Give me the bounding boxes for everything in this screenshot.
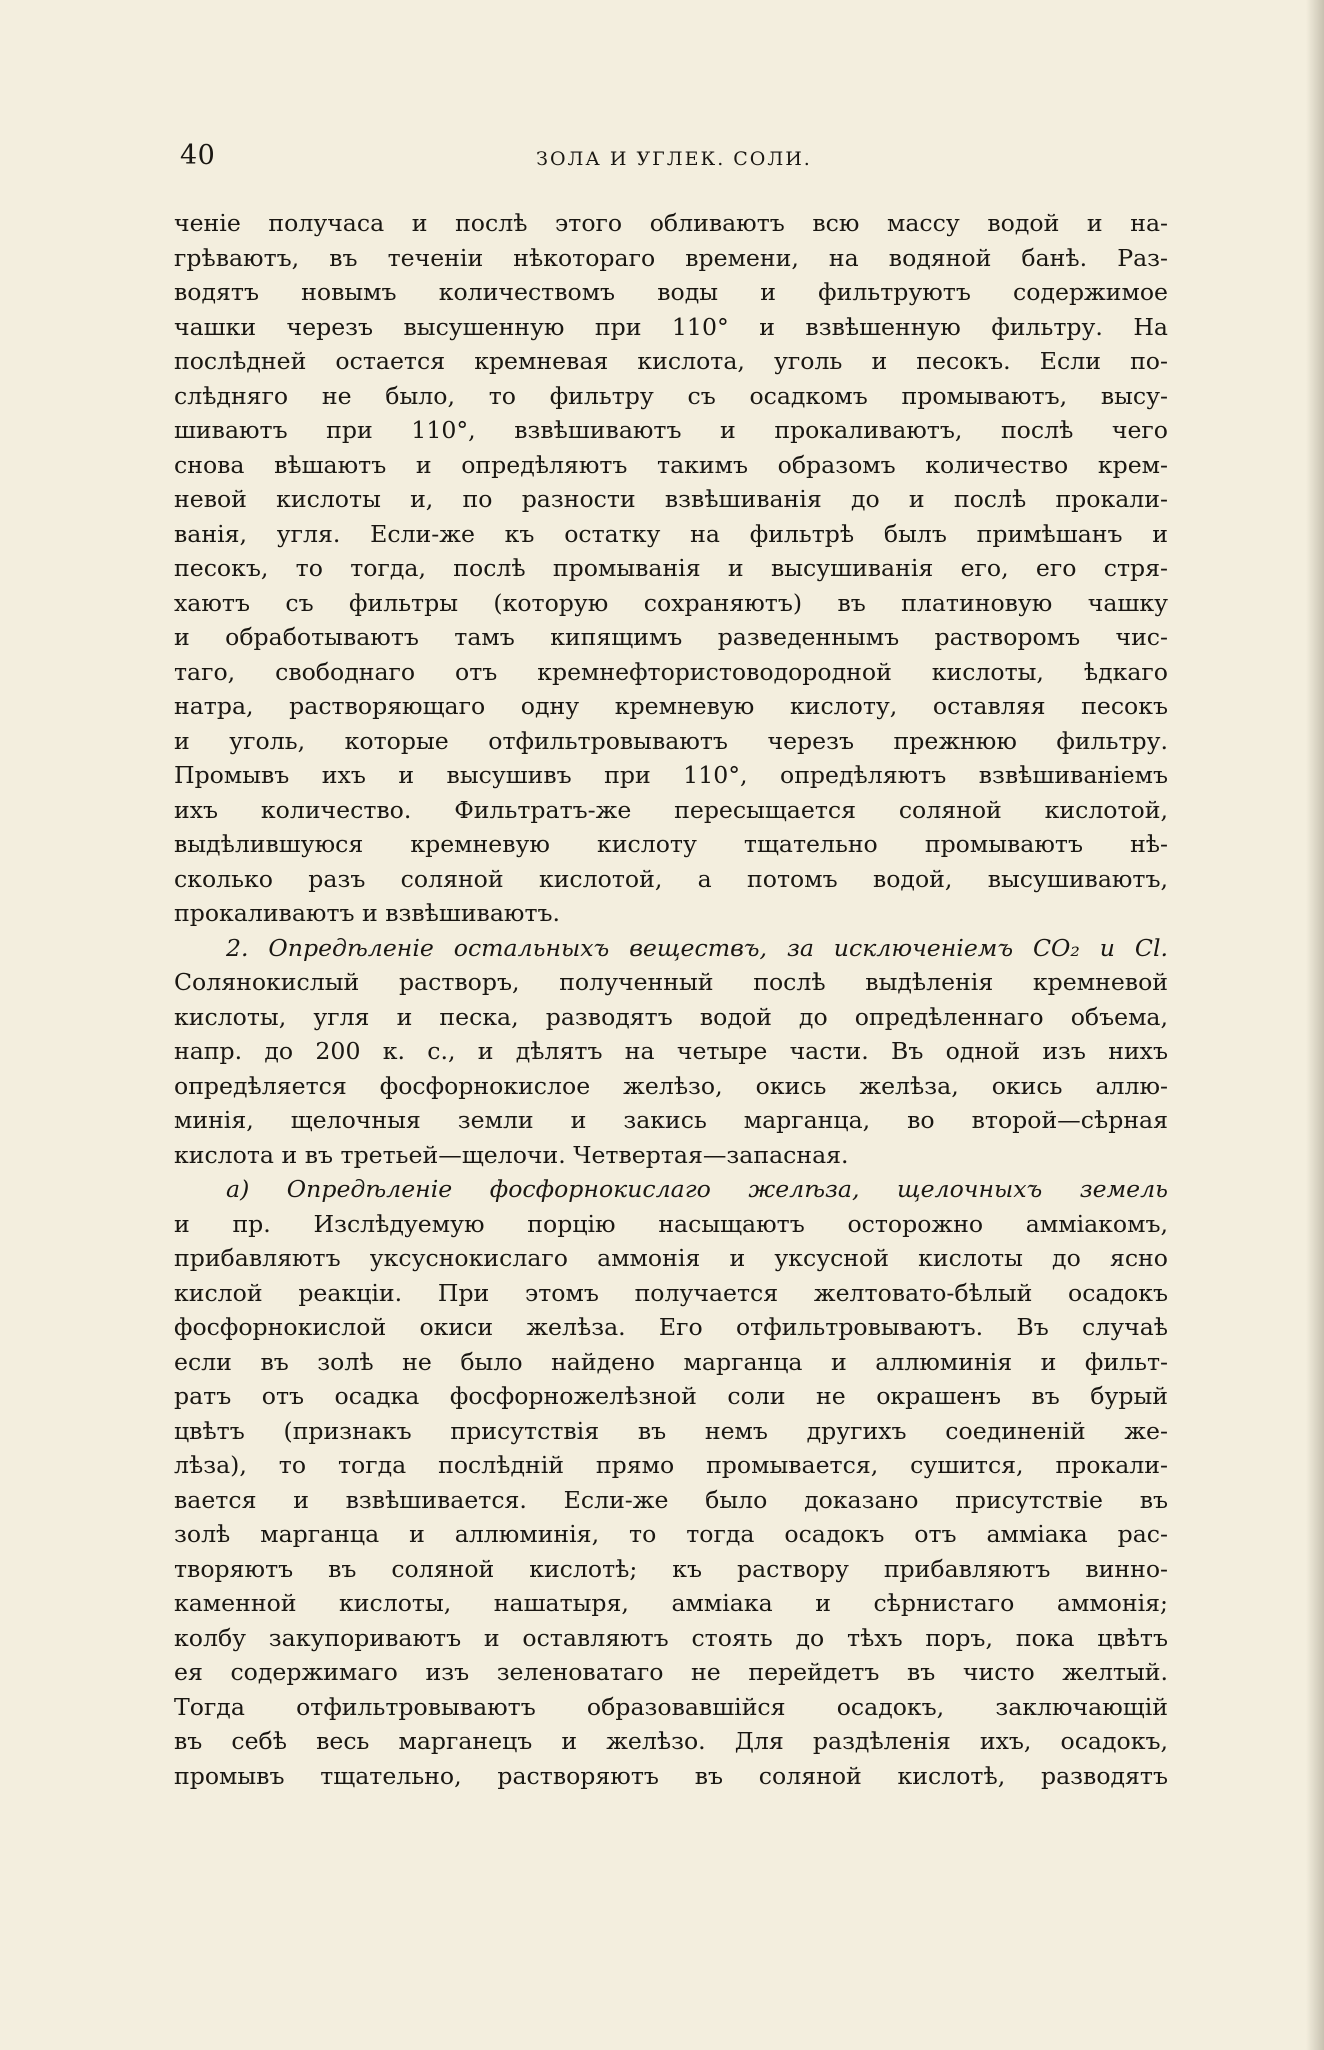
text-line: лѣза), то тогда послѣдній прямо промывается, сушится, прокали- bbox=[174, 1451, 1168, 1479]
text-line: слѣдняго не было, то фильтру съ осадкомъ промываютъ, высу- bbox=[174, 381, 1168, 410]
body-text bbox=[174, 206, 1168, 1793]
text-line: грѣваютъ, въ теченіи нѣкотораго времени, на водяной банѣ. Раз- bbox=[174, 243, 1168, 272]
text-line: золѣ марганца и аллюминія, то тогда осадокъ отъ амміака рас- bbox=[174, 1520, 1168, 1548]
text-line: кислота и въ третьей—щелочи. Четвертая—запасная. bbox=[174, 1140, 849, 1169]
page-number: 40 bbox=[180, 140, 216, 171]
text-line: ванія, угля. Если-же къ остатку на фильтрѣ былъ примѣшанъ и bbox=[174, 519, 1168, 548]
text-line: сколько разъ соляной кислотой, а потомъ водой, высушиваютъ, bbox=[174, 864, 1168, 893]
text-line: ратъ отъ осадка фосфорножелѣзной соли не окрашенъ въ бурый bbox=[174, 1382, 1168, 1410]
text-line: ихъ количество. Фильтратъ-же пересыщается соляной кислотой, bbox=[174, 795, 1168, 824]
text-line: прокаливаютъ и взвѣшиваютъ. bbox=[174, 899, 561, 927]
text-line: вается и взвѣшивается. Если-же было доказано присутствіе въ bbox=[174, 1485, 1168, 1514]
text-line: творяютъ въ соляной кислотѣ; къ раствору прибавляютъ винно- bbox=[174, 1554, 1168, 1583]
text-line: песокъ, то тогда, послѣ промыванія и высушиванія его, его стря- bbox=[174, 554, 1168, 582]
text-line: шиваютъ при 110°, взвѣшиваютъ и прокаливаютъ, послѣ чего bbox=[174, 416, 1168, 444]
text-line: водятъ новымъ количествомъ воды и фильтруютъ содержимое bbox=[174, 278, 1168, 306]
text-line: каменной кислоты, нашатыря, амміака и сѣрнистаго аммонія; bbox=[174, 1589, 1168, 1617]
text-line: фосфорнокислой окиси желѣза. Его отфильтровываютъ. Въ случаѣ bbox=[174, 1313, 1168, 1341]
text-line: снова вѣшаютъ и опредѣляютъ такимъ образомъ количество крем- bbox=[174, 450, 1168, 479]
text-line: Тогда отфильтровываютъ образовавшійся осадокъ, заключающій bbox=[174, 1692, 1168, 1721]
text-line: цвѣтъ (признакъ присутствія въ немъ другихъ соединеній же- bbox=[174, 1416, 1168, 1445]
text-line: Солянокислый растворъ, полученный послѣ выдѣленія кремневой bbox=[174, 968, 1168, 996]
text-line: и пр. Изслѣдуемую порцію насыщаютъ осторожно амміакомъ, bbox=[174, 1209, 1168, 1238]
section-heading-line: 2. Опредѣленіе остальныхъ веществъ, за исключеніемъ CO₂ и Cl. bbox=[226, 933, 1168, 962]
text-line: невой кислоты и, по разности взвѣшиванія до и послѣ прокали- bbox=[174, 485, 1168, 513]
text-line: и обработываютъ тамъ кипящимъ разведеннымъ растворомъ чис- bbox=[174, 623, 1168, 651]
text-line: кислоты, угля и песка, разводятъ водой до опредѣленнаго объема, bbox=[174, 1002, 1168, 1031]
text-line: хаютъ съ фильтры (которую сохраняютъ) въ платиновую чашку bbox=[174, 588, 1168, 617]
text-line: и уголь, которые отфильтровываютъ черезъ прежнюю фильтру. bbox=[174, 726, 1168, 755]
text-line: натра, растворяющаго одну кремневую кислоту, оставляя песокъ bbox=[174, 692, 1168, 720]
text-line: если въ золѣ не было найдено марганца и аллюминія и фильт- bbox=[174, 1347, 1168, 1376]
text-line: ея содержимаго изъ зеленоватаго не перейдетъ въ чисто желтый. bbox=[174, 1658, 1168, 1686]
text-line: напр. до 200 к. с., и дѣлятъ на четыре части. Въ одной изъ нихъ bbox=[174, 1037, 1168, 1065]
text-line: въ себѣ весь марганецъ и желѣзо. Для раздѣленія ихъ, осадокъ, bbox=[174, 1727, 1168, 1755]
text-line: ченіе получаса и послѣ этого обливаютъ всю массу водой и на- bbox=[174, 209, 1168, 237]
text-line: опредѣляется фосфорнокислое желѣзо, окись желѣза, окись аллю- bbox=[174, 1071, 1168, 1100]
running-head: ЗОЛА И УГЛЕК. СОЛИ. bbox=[536, 148, 812, 170]
text-line: послѣдней остается кремневая кислота, уголь и песокъ. Если по- bbox=[174, 347, 1168, 375]
page-edge-shadow bbox=[1306, 0, 1324, 2050]
text-line: колбу закупориваютъ и оставляютъ стоять до тѣхъ поръ, пока цвѣтъ bbox=[174, 1623, 1168, 1652]
text-line: Промывъ ихъ и высушивъ при 110°, опредѣляютъ взвѣшиваніемъ bbox=[174, 761, 1168, 789]
section-heading-line: а) Опредѣленіе фосфорнокислаго желѣза, щелочныхъ земель bbox=[226, 1175, 1168, 1203]
text-line: минія, щелочныя земли и закись марганца, во второй—сѣрная bbox=[174, 1106, 1168, 1134]
page-header bbox=[180, 140, 1168, 182]
text-line: кислой реакціи. При этомъ получается желтовато-бѣлый осадокъ bbox=[174, 1278, 1168, 1307]
text-line: прибавляютъ уксуснокислаго аммонія и уксусной кислоты до ясно bbox=[174, 1244, 1168, 1272]
text-line: промывъ тщательно, растворяютъ въ соляной кислотѣ, разводятъ bbox=[174, 1761, 1168, 1790]
text-line: выдѣлившуюся кремневую кислоту тщательно промываютъ нѣ- bbox=[174, 830, 1168, 858]
text-line: чашки черезъ высушенную при 110° и взвѣшенную фильтру. На bbox=[174, 312, 1168, 341]
text-line: таго, свободнаго отъ кремнефтористоводородной кислоты, ѣдкаго bbox=[174, 657, 1168, 686]
